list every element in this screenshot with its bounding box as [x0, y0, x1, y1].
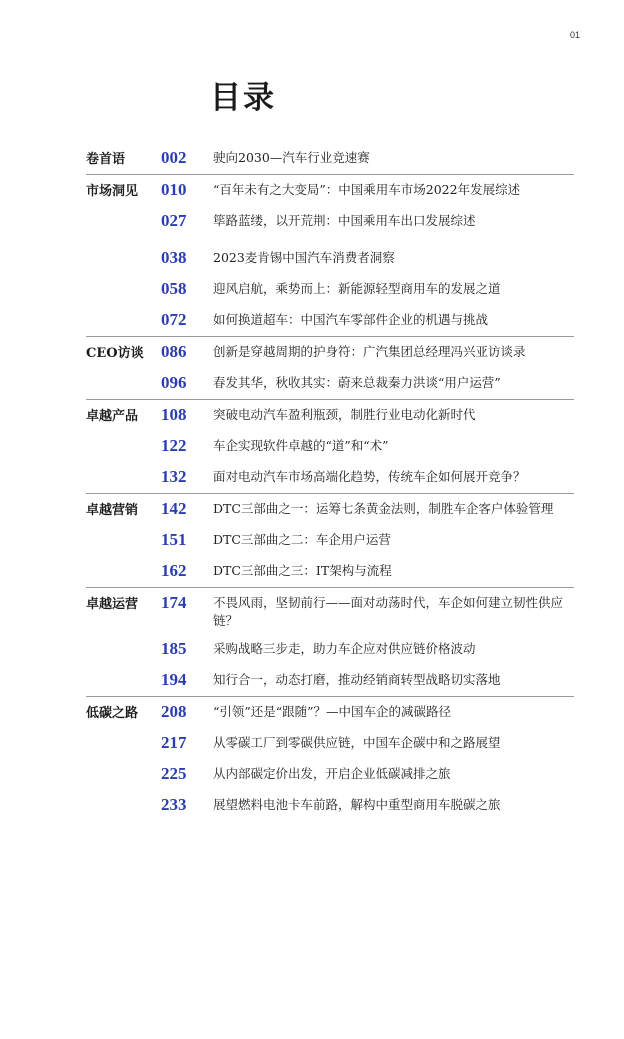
toc-section: [86, 399, 574, 493]
entry-title[interactable]: 迎风启航，乘势而上：新能源轻型商用车的发展之道: [213, 281, 501, 296]
toc-entry[interactable]: [86, 305, 574, 336]
toc-entry[interactable]: [86, 556, 574, 587]
section-name: 低碳之路: [86, 706, 139, 721]
page-title: 目录: [210, 80, 276, 116]
section-name: 卷首语: [86, 152, 126, 167]
page-ref[interactable]: 108: [161, 405, 187, 424]
entry-title[interactable]: 从内部碳定价出发，开启企业低碳减排之旅: [213, 766, 451, 781]
page-ref[interactable]: 185: [161, 639, 187, 658]
page-ref[interactable]: 027: [161, 211, 187, 230]
toc-entry[interactable]: [86, 400, 574, 431]
page-ref[interactable]: 058: [161, 279, 187, 298]
toc-entry[interactable]: [86, 431, 574, 462]
page-ref[interactable]: 010: [161, 180, 187, 199]
entry-title[interactable]: 采购战略三步走，助力车企应对供应链价格波动: [213, 641, 476, 656]
page-ref[interactable]: 096: [161, 373, 187, 392]
entry-title[interactable]: 创新是穿越周期的护身符：广汽集团总经理冯兴亚访谈录: [213, 344, 526, 359]
entry-title[interactable]: 2023麦肯锡中国汽车消费者洞察: [213, 250, 395, 265]
entry-title[interactable]: 突破电动汽车盈利瓶颈，制胜行业电动化新时代: [213, 407, 476, 422]
page-ref[interactable]: 142: [161, 499, 187, 518]
entry-title[interactable]: 知行合一，动态打磨，推动经销商转型战略切实落地: [213, 672, 501, 687]
toc-entry[interactable]: [86, 665, 574, 696]
page-ref[interactable]: 072: [161, 310, 187, 329]
page-ref[interactable]: 208: [161, 702, 187, 721]
entry-title[interactable]: 面对电动汽车市场高端化趋势，传统车企如何展开竞争？: [213, 469, 526, 484]
section-name: 市场洞见: [86, 184, 139, 199]
toc-entry[interactable]: [86, 728, 574, 759]
toc-entry[interactable]: [86, 697, 574, 728]
page-ref[interactable]: 217: [161, 733, 187, 752]
toc-entry[interactable]: [86, 525, 574, 556]
entry-title[interactable]: DTC三部曲之三：IT架构与流程: [213, 563, 392, 578]
page-ref[interactable]: 038: [161, 248, 187, 267]
toc-entry[interactable]: [86, 462, 574, 493]
page-ref[interactable]: 151: [161, 530, 187, 549]
toc-entry[interactable]: [86, 206, 574, 243]
entry-title[interactable]: DTC三部曲之二：车企用户运营: [213, 532, 391, 547]
page-ref[interactable]: 002: [161, 148, 187, 167]
page-number: 01: [569, 30, 580, 40]
toc-entry[interactable]: [86, 634, 574, 665]
toc-entry[interactable]: [86, 337, 574, 368]
page-ref[interactable]: 194: [161, 670, 187, 689]
toc-section: [86, 587, 574, 696]
toc-entry[interactable]: [86, 143, 574, 174]
entry-title[interactable]: 车企实现软件卓越的“道”和“术”: [213, 438, 389, 453]
entry-title[interactable]: “引领”还是“跟随”？—中国车企的减碳路径: [213, 704, 452, 719]
toc-entry[interactable]: [86, 494, 574, 525]
page-ref[interactable]: 122: [161, 436, 187, 455]
entry-title[interactable]: “百年未有之大变局”：中国乘用车市场2022年发展综述: [213, 182, 521, 197]
section-name: 卓越营销: [86, 503, 139, 518]
toc-entry[interactable]: [86, 243, 574, 274]
section-name: CEO访谈: [86, 346, 144, 361]
page-ref[interactable]: 162: [161, 561, 187, 580]
page-ref[interactable]: 233: [161, 795, 187, 814]
toc-entry[interactable]: [86, 588, 574, 634]
entry-title[interactable]: 不畏风雨，坚韧前行——面对动荡时代，车企如何建立韧性供应链？: [213, 595, 564, 628]
toc-entry[interactable]: [86, 175, 574, 206]
page-ref[interactable]: 086: [161, 342, 187, 361]
toc-section: [86, 696, 574, 821]
page-ref[interactable]: 132: [161, 467, 187, 486]
table-of-contents: [86, 143, 574, 821]
toc-entry[interactable]: [86, 790, 574, 821]
entry-title[interactable]: 如何换道超车：中国汽车零部件企业的机遇与挑战: [213, 312, 489, 327]
section-name: 卓越运营: [86, 597, 139, 612]
toc-entry[interactable]: [86, 274, 574, 305]
toc-section: [86, 143, 574, 174]
entry-title[interactable]: 展望燃料电池卡车前路，解构中重型商用车脱碳之旅: [213, 797, 501, 812]
entry-title[interactable]: 驶向2030—汽车行业竞速赛: [213, 150, 370, 165]
page-ref[interactable]: 174: [161, 593, 187, 612]
section-name: 卓越产品: [86, 409, 139, 424]
toc-section: [86, 174, 574, 336]
entry-title[interactable]: 筚路蓝缕，以开荒荆：中国乘用车出口发展综述: [213, 213, 476, 228]
toc-section: [86, 336, 574, 399]
page-ref[interactable]: 225: [161, 764, 187, 783]
entry-title[interactable]: 从零碳工厂到零碳供应链，中国车企碳中和之路展望: [213, 735, 501, 750]
toc-entry[interactable]: [86, 759, 574, 790]
entry-title[interactable]: 春发其华，秋收其实：蔚来总裁秦力洪谈“用户运营”: [213, 375, 501, 390]
entry-title[interactable]: DTC三部曲之一：运筹七条黄金法则，制胜车企客户体验管理: [213, 501, 554, 516]
toc-section: [86, 493, 574, 587]
toc-entry[interactable]: [86, 368, 574, 399]
